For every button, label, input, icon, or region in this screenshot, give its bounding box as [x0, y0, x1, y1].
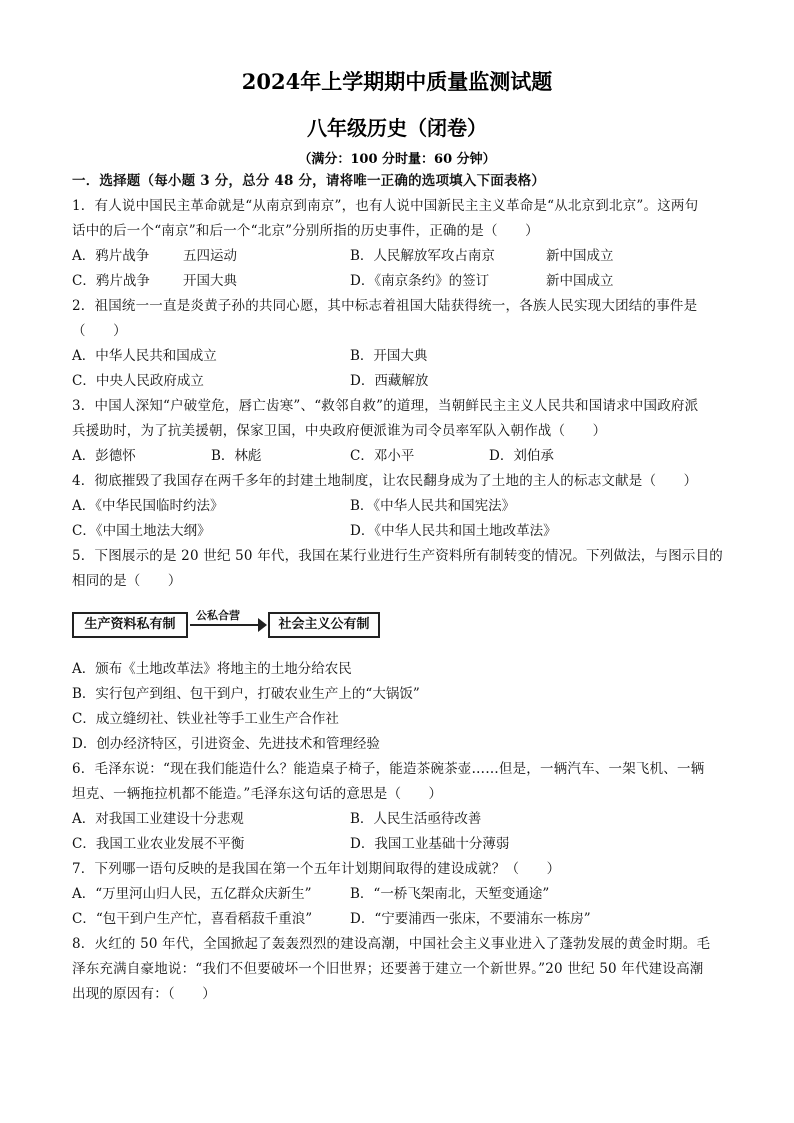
q2-option-a: A．中华人民共和国成立: [72, 348, 217, 364]
q8-stem-line2: 泽东充满自豪地说：“我们不但要破坏一个旧世界；还要善于建立一个新世界。”20 世纪 50 年代建设高潮: [72, 961, 704, 977]
q1-option-a: A．鸦片战争: [72, 248, 150, 264]
q8-stem-line1: 8．火红的 50 年代，全国掀起了轰轰烈烈的建设高潮，中国社会主义事业进入了蓬勃发展的黄金时期。毛: [72, 936, 711, 952]
diagram-box-public-ownership: 社会主义公有制: [268, 612, 380, 638]
q6-option-a: A．对我国工业建设十分悲观: [72, 811, 244, 827]
ownership-diagram: [72, 604, 382, 644]
q4-option-a: A．《中华民国临时约法》: [72, 498, 224, 514]
q5-option-d: D．创办经济特区，引进资金、先进技术和管理经验: [72, 736, 380, 752]
q1-option-c: C．鸦片战争: [72, 273, 150, 289]
q7-option-c: C．“包干到户生产忙，喜看稻菽千重浪”: [72, 911, 313, 927]
q5-stem-line2: 相同的是（ ）: [72, 573, 182, 589]
q2-option-c: C．中央人民政府成立: [72, 373, 204, 389]
q5-option-a: A．颁布《土地改革法》将地主的土地分给农民: [72, 661, 352, 677]
q6-stem-line2: 坦克、一辆拖拉机都不能造。”毛泽东这句话的意思是（ ）: [72, 786, 443, 802]
exam-subtitle: 八年级历史（闭卷）: [307, 116, 487, 140]
q1-option-b: B．人民解放军攻占南京: [350, 248, 495, 264]
q2-option-d: D．西藏解放: [350, 373, 429, 389]
q6-option-b: B．人民生活亟待改善: [350, 811, 482, 827]
diagram-box-private-ownership: 生产资料私有制: [72, 612, 188, 638]
q7-option-d: D．“宁要浦西一张床，不要浦东一栋房”: [350, 911, 591, 927]
q1-option-a-2: 五四运动: [183, 248, 237, 264]
q2-option-b: B．开国大典: [350, 348, 428, 364]
arrow-right-icon: [258, 618, 267, 632]
q1-option-d-2: 新中国成立: [546, 273, 614, 289]
q4-stem-line1: 4．彻底摧毁了我国存在两千多年的封建土地制度，让农民翻身成为了土地的主人的标志文献是（ ）: [72, 473, 698, 489]
exam-title: 2024年上学期期中质量监测试题: [241, 69, 553, 94]
q3-option-b: B．林彪: [211, 448, 262, 464]
diagram-arrow-line: [190, 624, 260, 626]
q6-stem-line1: 6．毛泽东说：“现在我们能造什么？能造桌子椅子，能造茶碗茶壶……但是，一辆汽车、一架飞机、一辆: [72, 761, 705, 777]
q2-stem-line2: （ ）: [72, 323, 127, 339]
q1-option-b-2: 新中国成立: [546, 248, 614, 264]
q7-option-a: A．“万里河山归人民，五亿群众庆新生”: [72, 886, 312, 902]
section-heading: 一．选择题（每小题 3 分，总分 48 分，请将唯一正确的选项填入下面表格）: [72, 173, 546, 189]
q5-option-b: B．实行包产到组、包干到户，打破农业生产上的“大锅饭”: [72, 686, 420, 702]
q5-option-c: C．成立缝纫社、铁业社等手工业生产合作社: [72, 711, 339, 727]
q4-option-d: D．《中华人民共和国土地改革法》: [350, 523, 557, 539]
q3-option-c: C．邓小平: [350, 448, 415, 464]
q6-option-d: D．我国工业基础十分薄弱: [350, 836, 510, 852]
q3-option-d: D．刘伯承: [489, 448, 554, 464]
q1-option-c-2: 开国大典: [183, 273, 237, 289]
q3-stem-line2: 兵援助时，为了抗美援朝，保家卫国，中央政府便派谁为司令员率军队入朝作战（ ）: [72, 423, 607, 439]
q7-stem-line1: 7．下列哪一语句反映的是我国在第一个五年计划期间取得的建设成就？（ ）: [72, 861, 561, 877]
q8-stem-line3: 出现的原因有：（ ）: [72, 986, 216, 1002]
q1-stem-line1: 1．有人说中国民主革命就是“从南京到南京”，也有人说中国新民主主义革命是“从北京到北京”。这两句: [72, 198, 699, 214]
q1-stem-line2: 话中的后一个“南京”和后一个“北京”分别所指的历史事件，正确的是（ ）: [72, 223, 539, 239]
q1-option-d: D．《南京条约》的签订: [350, 273, 490, 289]
q4-option-c: C．《中国土地法大纲》: [72, 523, 211, 539]
q3-stem-line1: 3．中国人深知“户破堂危，唇亡齿寒”、“救邻自救”的道理，当朝鲜民主主义人民共和国请求中国政府派: [72, 398, 699, 414]
diagram-arrow-label: 公私合营: [196, 609, 240, 622]
q7-option-b: B．“一桥飞架南北，天堑变通途”: [350, 886, 550, 902]
q6-option-c: C．我国工业农业发展不平衡: [72, 836, 245, 852]
score-info: （满分：100 分时量：60 分钟）: [298, 152, 496, 167]
q5-stem-line1: 5．下图展示的是 20 世纪 50 年代，我国在某行业进行生产资料所有制转变的情况。下列做法，与图示目的: [72, 548, 724, 564]
q4-option-b: B．《中华人民共和国宪法》: [350, 498, 516, 514]
q3-option-a: A．彭德怀: [72, 448, 136, 464]
q2-stem-line1: 2．祖国统一一直是炎黄子孙的共同心愿，其中标志着祖国大陆获得统一，各族人民实现大团结的事件是: [72, 298, 698, 314]
